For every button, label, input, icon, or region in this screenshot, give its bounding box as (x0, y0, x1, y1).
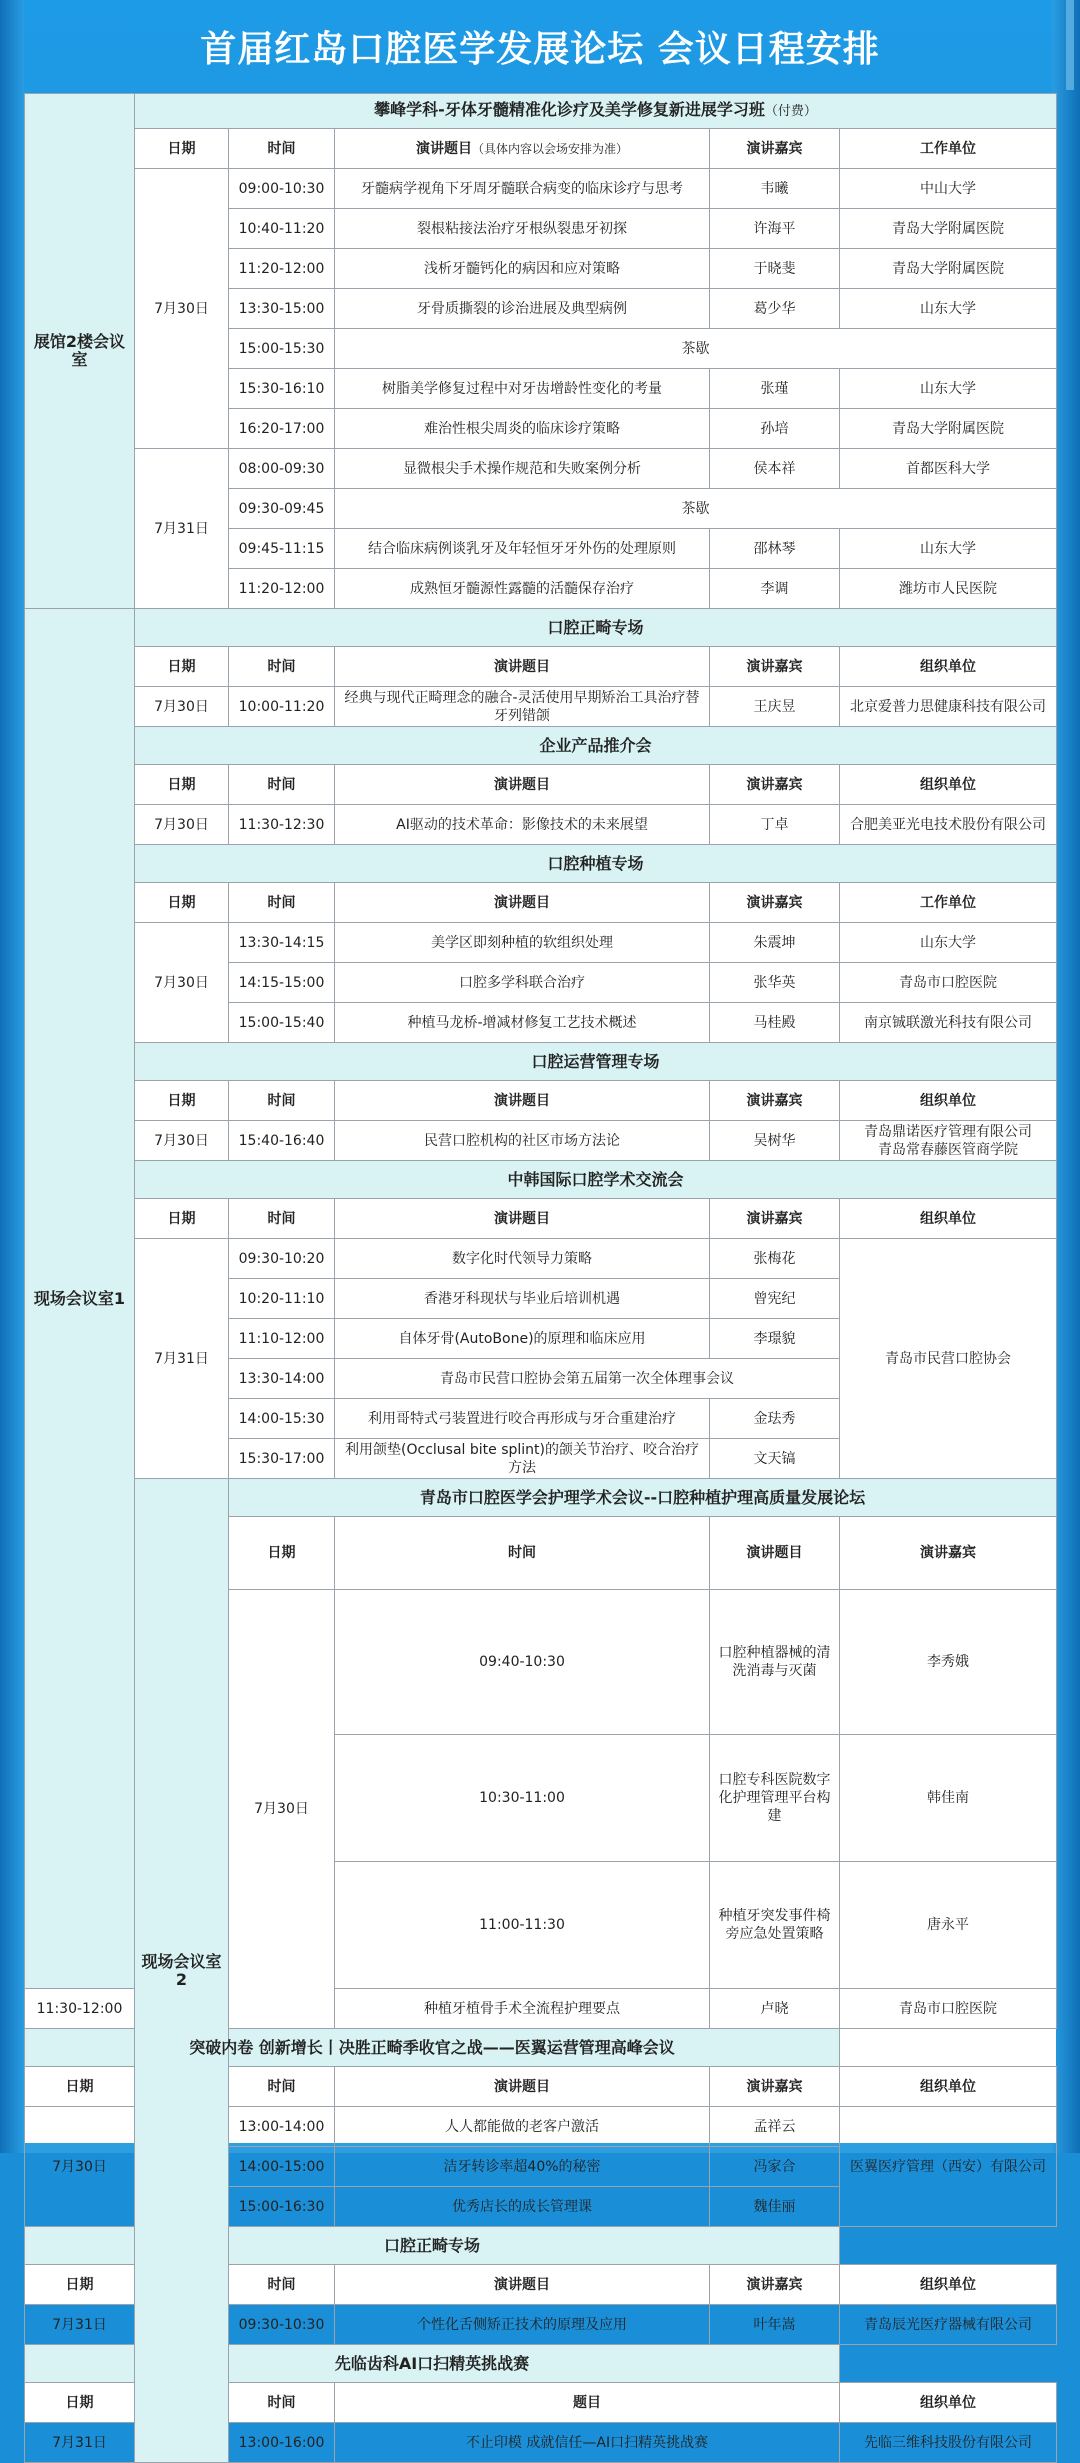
topic-cell: 种植牙突发事件椅旁应急处置策略 (710, 1862, 840, 1989)
date-cell: 7月30日 (135, 687, 229, 727)
section-title: 突破内卷 创新增长丨决胜正畸季收官之战——医翼运营管理高峰会议 (25, 2029, 840, 2067)
col-header-org: 工作单位 (840, 883, 1057, 923)
org-cell: 青岛大学附属医院 (840, 249, 1057, 289)
col-header-topic: 演讲题目 (335, 2067, 710, 2107)
col-header-topic (335, 129, 710, 169)
time-cell: 11:30-12:00 (25, 1989, 135, 2029)
topic-cell: 美学区即刻种植的软组织处理 (335, 923, 710, 963)
time-cell: 09:40-10:30 (335, 1590, 710, 1735)
topic-cell: 个性化舌侧矫正技术的原理及应用 (335, 2305, 710, 2345)
org-cell: 青岛市民营口腔协会 (840, 1239, 1057, 1479)
header-row (25, 765, 1057, 805)
col-header-org: 组织单位 (840, 765, 1057, 805)
col-header-time: 时间 (229, 2383, 335, 2423)
speaker-cell: 侯本祥 (710, 449, 840, 489)
time-cell: 14:00-15:30 (229, 1399, 335, 1439)
table-row (25, 449, 1057, 489)
org-cell: 山东大学 (840, 529, 1057, 569)
section-title-row (25, 2029, 1057, 2067)
section-title-text: 攀峰学科-牙体牙髓精准化诊疗及美学修复新进展学习班 (374, 100, 765, 119)
col-header-time: 时间 (229, 883, 335, 923)
date-cell: 7月31日 (135, 449, 229, 609)
venue-label: 现场会议室1 (25, 609, 135, 1989)
topic-cell: 青岛市民营口腔协会第五届第一次全体理事会议 (335, 1359, 840, 1399)
time-cell: 10:30-11:00 (335, 1735, 710, 1862)
org-cell: 青岛辰光医疗器械有限公司 (840, 2305, 1057, 2345)
org-cell: 南京铖联激光科技有限公司 (840, 1003, 1057, 1043)
col-header-topic: 演讲题目 (335, 1081, 710, 1121)
org-cell: 山东大学 (840, 289, 1057, 329)
col-header-date: 日期 (135, 129, 229, 169)
section-title (135, 94, 1057, 129)
col-header-org: 工作单位 (840, 129, 1057, 169)
speaker-cell: 叶年嵩 (710, 2305, 840, 2345)
speaker-cell: 曾宪纪 (710, 1279, 840, 1319)
col-header-time: 时间 (229, 1199, 335, 1239)
speaker-cell: 卢晓 (710, 1989, 840, 2029)
org-cell: 医翼医疗管理（西安）有限公司 (840, 2107, 1057, 2227)
speaker-cell: 唐永平 (840, 1862, 1057, 1989)
col-header-date: 日期 (25, 2383, 135, 2423)
org-cell: 青岛大学附属医院 (840, 209, 1057, 249)
col-header-time: 时间 (229, 765, 335, 805)
section-title: 口腔种植专场 (135, 845, 1057, 883)
speaker-cell: 孟祥云 (710, 2107, 840, 2147)
col-header-org: 组织单位 (840, 2067, 1057, 2107)
date-cell: 7月30日 (135, 169, 229, 449)
org-line: 青岛鼎诺医疗管理有限公司 (864, 1123, 1033, 1140)
time-cell: 10:20-11:10 (229, 1279, 335, 1319)
org-cell: 青岛市口腔医院 (840, 963, 1057, 1003)
col-header-topic: 演讲题目 (335, 765, 710, 805)
time-cell: 14:00-15:00 (229, 2147, 335, 2187)
speaker-cell: 丁卓 (710, 805, 840, 845)
topic-cell: 香港牙科现状与毕业后培训机遇 (335, 1279, 710, 1319)
section-title-row (25, 1479, 1057, 1517)
header-row (25, 129, 1057, 169)
section-title: 口腔正畸专场 (135, 609, 1057, 647)
col-header-speaker: 演讲嘉宾 (710, 2265, 840, 2305)
topic-cell: 数字化时代领导力策略 (335, 1239, 710, 1279)
speaker-cell: 文天镐 (710, 1439, 840, 1479)
time-cell: 13:30-14:00 (229, 1359, 335, 1399)
time-cell: 13:30-15:00 (229, 289, 335, 329)
date-cell: 7月31日 (25, 2423, 135, 2463)
speaker-cell: 张瑾 (710, 369, 840, 409)
topic-cell: 种植牙植骨手术全流程护理要点 (335, 1989, 710, 2029)
time-cell: 15:30-17:00 (229, 1439, 335, 1479)
col-header-date: 日期 (135, 883, 229, 923)
fee-note: （付费） (764, 104, 817, 119)
time-cell: 15:40-16:40 (229, 1121, 335, 1161)
speaker-cell: 朱震坤 (710, 923, 840, 963)
speaker-cell: 吴树华 (710, 1121, 840, 1161)
section-title-row (25, 2345, 1057, 2383)
section-title-row (25, 1043, 1057, 1081)
table-row (25, 169, 1057, 209)
schedule-table (24, 93, 1057, 2463)
col-header-speaker: 演讲嘉宾 (710, 129, 840, 169)
left-decoration (0, 0, 24, 2153)
speaker-cell: 孙培 (710, 409, 840, 449)
topic-cell: 裂根粘接法治疗牙根纵裂患牙初探 (335, 209, 710, 249)
topic-cell: 显微根尖手术操作规范和失败案例分析 (335, 449, 710, 489)
time-cell: 10:00-11:20 (229, 687, 335, 727)
speaker-cell: 葛少华 (710, 289, 840, 329)
col-header-org: 组织单位 (840, 2265, 1057, 2305)
col-header-speaker: 演讲嘉宾 (710, 765, 840, 805)
time-cell: 13:00-16:00 (229, 2423, 335, 2463)
col-header-date: 日期 (135, 1081, 229, 1121)
org-cell: 合肥美亚光电技术股份有限公司 (840, 805, 1057, 845)
org-cell: 青岛市口腔医院 (840, 1989, 1057, 2029)
org-cell: 山东大学 (840, 923, 1057, 963)
col-header-date: 日期 (25, 2067, 135, 2107)
time-cell: 11:30-12:30 (229, 805, 335, 845)
section-title-row (25, 2227, 1057, 2265)
table-row (25, 805, 1057, 845)
topic-note: （具体内容以会场安排为准） (471, 141, 628, 156)
time-cell: 11:20-12:00 (229, 249, 335, 289)
col-header-date: 日期 (135, 1199, 229, 1239)
col-header-speaker: 演讲嘉宾 (710, 1199, 840, 1239)
org-line: 青岛常春藤医管商学院 (878, 1141, 1019, 1158)
col-header-topic: 演讲题目 (335, 2265, 710, 2305)
speaker-cell: 李璟貌 (710, 1319, 840, 1359)
col-header-time: 时间 (229, 129, 335, 169)
header (0, 0, 1080, 93)
topic-cell: 人人都能做的老客户激活 (335, 2107, 710, 2147)
date-cell: 7月30日 (229, 1590, 335, 2029)
col-header-date: 日期 (135, 765, 229, 805)
break-cell: 茶歇 (335, 489, 1057, 529)
col-header-time: 时间 (335, 1517, 710, 1590)
col-header-topic-label: 演讲题目 (415, 140, 472, 157)
time-cell: 16:20-17:00 (229, 409, 335, 449)
time-cell: 11:00-11:30 (335, 1862, 710, 1989)
speaker-cell: 韦曦 (710, 169, 840, 209)
speaker-cell: 邵林琴 (710, 529, 840, 569)
col-header-date: 日期 (135, 647, 229, 687)
col-header-speaker: 演讲嘉宾 (710, 647, 840, 687)
org-cell: 先临三维科技股份有限公司 (840, 2423, 1057, 2463)
venue-label: 展馆2楼会议室 (25, 94, 135, 609)
venue-label: 现场会议室2 (135, 1479, 229, 2463)
org-cell: 潍坊市人民医院 (840, 569, 1057, 609)
section-title: 青岛市口腔医学会护理学术会议--口腔种植护理高质量发展论坛 (229, 1479, 1057, 1517)
date-cell: 7月31日 (25, 2305, 135, 2345)
time-cell: 09:45-11:15 (229, 529, 335, 569)
section-title: 先临齿科AI口扫精英挑战赛 (25, 2345, 840, 2383)
speaker-cell: 张华英 (710, 963, 840, 1003)
org-cell: 中山大学 (840, 169, 1057, 209)
table-row (25, 687, 1057, 727)
speaker-cell: 王庆昱 (710, 687, 840, 727)
topic-cell: 优秀店长的成长管理课 (335, 2187, 710, 2227)
topic-cell: 口腔多学科联合治疗 (335, 963, 710, 1003)
time-cell: 15:00-16:30 (229, 2187, 335, 2227)
section-title-row (25, 1161, 1057, 1199)
col-header-date: 日期 (25, 2265, 135, 2305)
section-title-row (25, 94, 1057, 129)
col-header-speaker: 演讲嘉宾 (840, 1517, 1057, 1590)
topic-cell: 利用哥特式弓装置进行咬合再形成与牙合重建治疗 (335, 1399, 710, 1439)
section-title: 企业产品推介会 (135, 727, 1057, 765)
header-row (25, 647, 1057, 687)
schedule-panel (24, 93, 1056, 2451)
topic-cell: 不止印模 成就信任—AI口扫精英挑战赛 (335, 2423, 840, 2463)
speaker-cell: 韩佳南 (840, 1735, 1057, 1862)
speaker-cell: 许海平 (710, 209, 840, 249)
topic-cell: 经典与现代正畸理念的融合-灵活使用早期矫治工具治疗替牙列错颌 (335, 687, 710, 727)
topic-cell: 牙髓病学视角下牙周牙髓联合病变的临床诊疗与思考 (335, 169, 710, 209)
col-header-topic: 题目 (335, 2383, 840, 2423)
topic-cell: 牙骨质撕裂的诊治进展及典型病例 (335, 289, 710, 329)
topic-cell: 种植马龙桥-增减材修复工艺技术概述 (335, 1003, 710, 1043)
time-cell: 15:00-15:30 (229, 329, 335, 369)
topic-cell: AI驱动的技术革命：影像技术的未来展望 (335, 805, 710, 845)
date-cell: 7月30日 (135, 1121, 229, 1161)
time-cell: 09:00-10:30 (229, 169, 335, 209)
speaker-cell: 魏佳丽 (710, 2187, 840, 2227)
topic-cell: 口腔种植器械的清洗消毒与灭菌 (710, 1590, 840, 1735)
section-title-row (25, 845, 1057, 883)
speaker-cell: 金珐秀 (710, 1399, 840, 1439)
time-cell: 15:30-16:10 (229, 369, 335, 409)
section-title: 中韩国际口腔学术交流会 (135, 1161, 1057, 1199)
col-header-speaker: 演讲嘉宾 (710, 2067, 840, 2107)
col-header-topic: 演讲题目 (710, 1517, 840, 1590)
speaker-cell: 李调 (710, 569, 840, 609)
table-row (25, 1121, 1057, 1161)
speaker-cell: 李秀娥 (840, 1590, 1057, 1735)
col-header-org: 组织单位 (840, 647, 1057, 687)
topic-cell: 洁牙转诊率超40%的秘密 (335, 2147, 710, 2187)
time-cell: 11:20-12:00 (229, 569, 335, 609)
org-cell: 北京爱普力思健康科技有限公司 (840, 687, 1057, 727)
col-header-topic: 演讲题目 (335, 883, 710, 923)
col-header-topic: 演讲题目 (335, 647, 710, 687)
topic-cell: 口腔专科医院数字化护理管理平台构建 (710, 1735, 840, 1862)
header-row (25, 1199, 1057, 1239)
speaker-cell: 冯家合 (710, 2147, 840, 2187)
time-cell: 08:00-09:30 (229, 449, 335, 489)
topic-cell: 结合临床病例谈乳牙及年轻恒牙牙外伤的处理原则 (335, 529, 710, 569)
org-cell: 首都医科大学 (840, 449, 1057, 489)
time-cell: 13:30-14:15 (229, 923, 335, 963)
topic-cell: 民营口腔机构的社区市场方法论 (335, 1121, 710, 1161)
speaker-cell: 于晓斐 (710, 249, 840, 289)
date-cell: 7月30日 (135, 805, 229, 845)
topic-cell: 树脂美学修复过程中对牙齿增龄性变化的考量 (335, 369, 710, 409)
header-row (25, 1081, 1057, 1121)
topic-cell: 难治性根尖周炎的临床诊疗策略 (335, 409, 710, 449)
time-cell: 09:30-09:45 (229, 489, 335, 529)
topic-cell: 利用颌垫(Occlusal bite splint)的颌关节治疗、咬合治疗方法 (335, 1439, 710, 1479)
col-header-time: 时间 (229, 2265, 335, 2305)
date-cell: 7月30日 (25, 2107, 135, 2227)
time-cell: 11:10-12:00 (229, 1319, 335, 1359)
org-cell: 山东大学 (840, 369, 1057, 409)
col-header-date: 日期 (229, 1517, 335, 1590)
time-cell: 14:15-15:00 (229, 963, 335, 1003)
date-cell: 7月31日 (135, 1239, 229, 1479)
col-header-topic: 演讲题目 (335, 1199, 710, 1239)
break-cell: 茶歇 (335, 329, 1057, 369)
time-cell: 10:40-11:20 (229, 209, 335, 249)
time-cell: 09:30-10:30 (229, 2305, 335, 2345)
col-header-time: 时间 (229, 647, 335, 687)
org-cell: 青岛大学附属医院 (840, 409, 1057, 449)
section-title: 口腔运营管理专场 (135, 1043, 1057, 1081)
topic-cell: 自体牙骨(AutoBone)的原理和临床应用 (335, 1319, 710, 1359)
col-header-speaker: 演讲嘉宾 (710, 1081, 840, 1121)
time-cell: 13:00-14:00 (229, 2107, 335, 2147)
col-header-speaker: 演讲嘉宾 (710, 883, 840, 923)
speaker-cell: 张梅花 (710, 1239, 840, 1279)
col-header-org: 组织单位 (840, 2383, 1057, 2423)
section-title-row (25, 727, 1057, 765)
col-header-org: 组织单位 (840, 1199, 1057, 1239)
org-cell (840, 1121, 1057, 1161)
col-header-org: 组织单位 (840, 1081, 1057, 1121)
topic-cell: 浅析牙髓钙化的病因和应对策略 (335, 249, 710, 289)
page-title: 首届红岛口腔医学发展论坛 会议日程安排 (200, 29, 880, 70)
table-row (25, 923, 1057, 963)
time-cell: 09:30-10:20 (229, 1239, 335, 1279)
col-header-time: 时间 (229, 1081, 335, 1121)
table-row (25, 1239, 1057, 1279)
header-row (25, 883, 1057, 923)
section-title-row (25, 609, 1057, 647)
date-cell: 7月30日 (135, 923, 229, 1043)
col-header-time: 时间 (229, 2067, 335, 2107)
section-title: 口腔正畸专场 (25, 2227, 840, 2265)
time-cell: 15:00-15:40 (229, 1003, 335, 1043)
topic-cell: 成熟恒牙髓源性露髓的活髓保存治疗 (335, 569, 710, 609)
speaker-cell: 马桂殿 (710, 1003, 840, 1043)
